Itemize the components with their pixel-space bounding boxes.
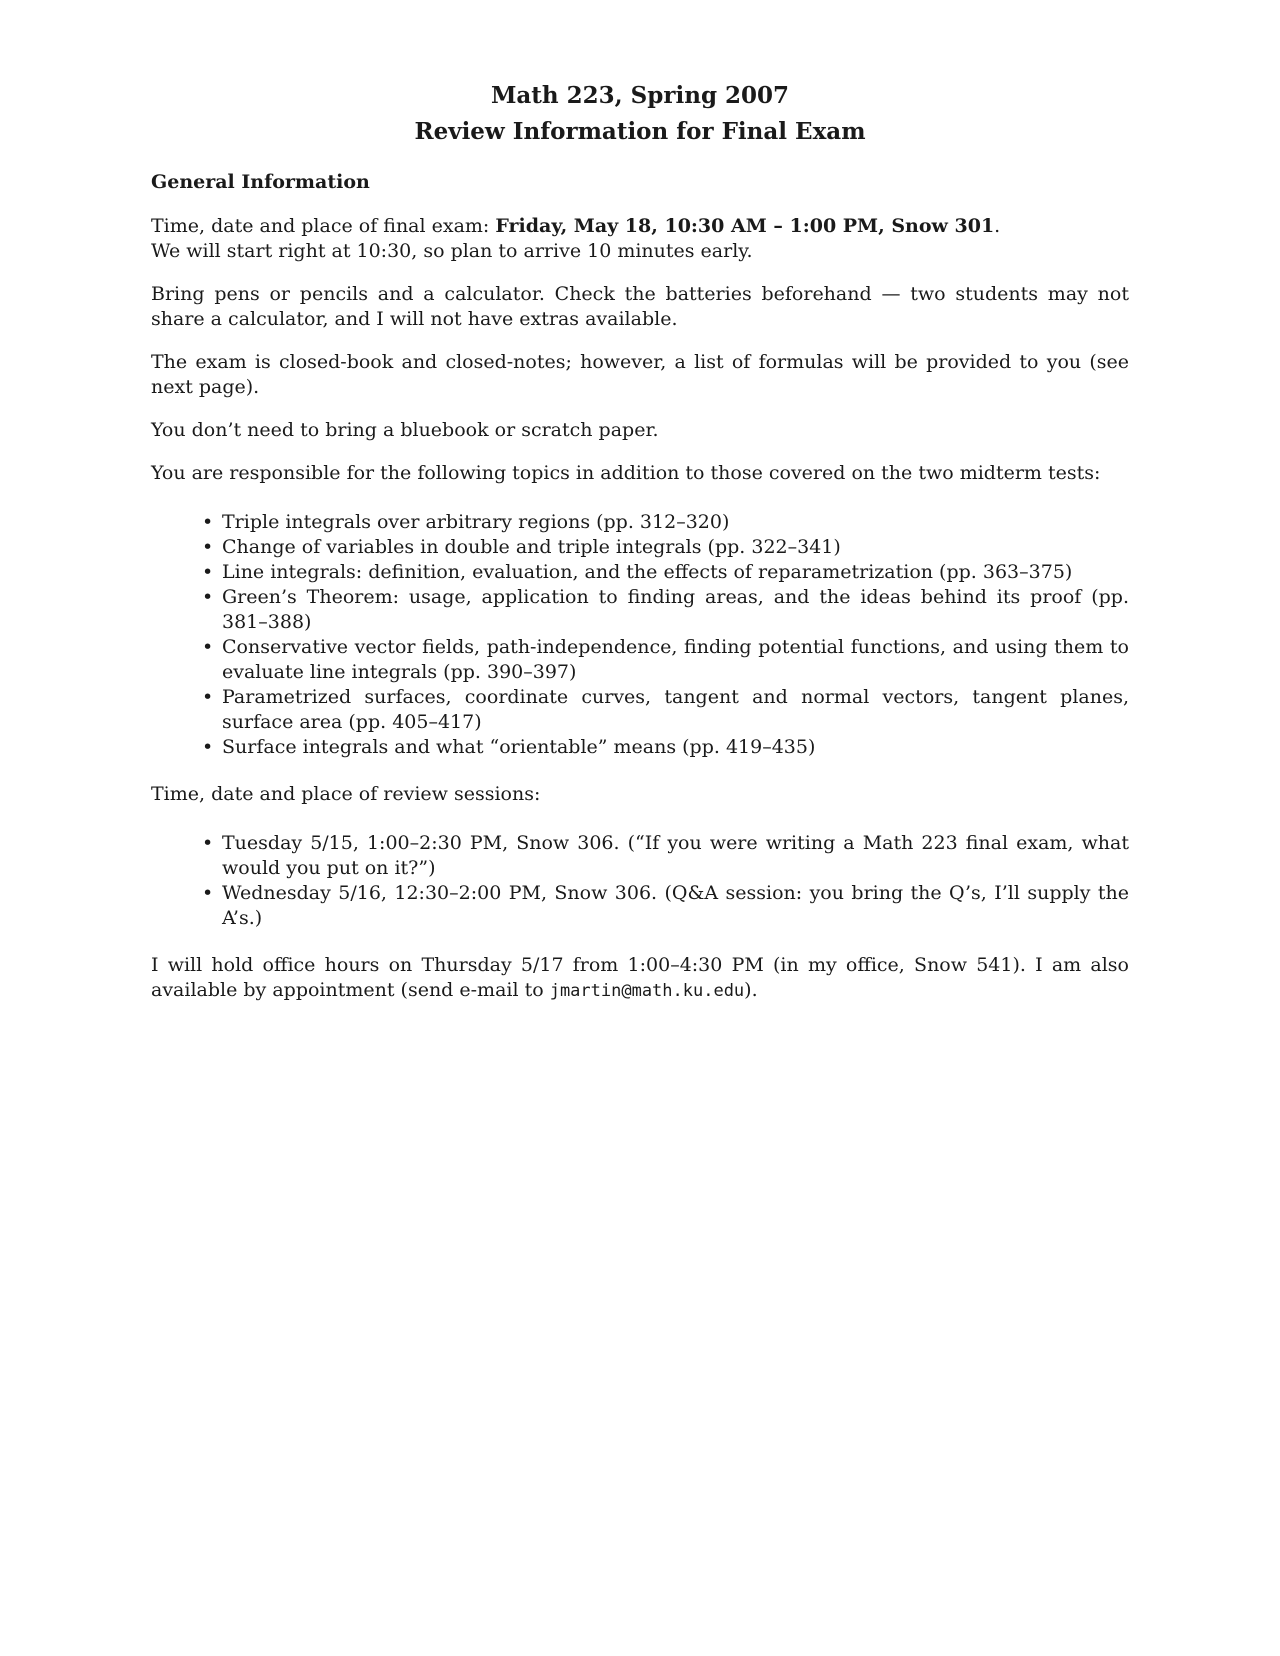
list-item: • Surface integrals and what “orientable” means (pp. 419–435) xyxy=(202,736,816,758)
topics-list xyxy=(151,510,1129,760)
list-item: • Wednesday 5/16, 12:30–2:00 PM, Snow 306. (Q&A session: you bring the Q’s, I’ll supply the A’s.) xyxy=(202,882,1129,929)
topics-intro: You are responsible for the following topics in addition to those covered on the two midterm tests: xyxy=(151,462,1101,484)
list-item: • Change of variables in double and triple integrals (pp. 322–341) xyxy=(202,536,841,558)
document-page xyxy=(151,78,1129,1004)
email-address: jmartin@math.ku.edu xyxy=(549,981,745,1001)
list-item: • Line integrals: definition, evaluation, and the effects of reparametrization (pp. 363–375) xyxy=(202,561,1073,583)
exam-time-prefix: Time, date and place of final exam: xyxy=(151,215,496,237)
office-hours-paragraph: I will hold office hours on Thursday 5/17 from 1:00–4:30 PM (in my office, Snow 541). I am also available by appointment (send e-mail to jmartin@math.ku.edu). xyxy=(151,954,1129,1001)
list-item: • Parametrized surfaces, coordinate curves, tangent and normal vectors, tangent planes, surface area (pp. 405–417) xyxy=(202,686,1129,733)
bullet-icon: • xyxy=(202,832,214,854)
bring-paragraph: Bring pens or pencils and a calculator. Check the batteries beforehand — two students may not share a calculator, and I will not have extras available. xyxy=(151,283,1129,330)
section-heading-general: General Information xyxy=(151,171,370,193)
bullet-icon: • xyxy=(202,511,214,533)
list-item: • Conservative vector fields, path-independence, finding potential functions, and using them to evaluate line integrals (pp. 390–397) xyxy=(202,636,1129,683)
list-item: • Tuesday 5/15, 1:00–2:30 PM, Snow 306. (“If you were writing a Math 223 final exam, what would you put on it?”) xyxy=(202,832,1129,879)
exam-time-suffix: . xyxy=(994,215,1001,237)
document-title: Review Information for Final Exam xyxy=(414,118,866,145)
list-item: • Green’s Theorem: usage, application to finding areas, and the ideas behind its proof (pp. 381–388) xyxy=(202,586,1129,633)
bullet-icon: • xyxy=(202,561,214,583)
exam-time-paragraph xyxy=(151,214,1129,239)
review-sessions-list xyxy=(151,831,1129,931)
bullet-icon: • xyxy=(202,586,214,608)
start-note: We will start right at 10:30, so plan to arrive 10 minutes early. xyxy=(151,240,753,262)
exam-time-details: Friday, May 18, 10:30 AM – 1:00 PM, Snow 301 xyxy=(495,215,995,237)
bullet-icon: • xyxy=(202,882,214,904)
review-intro: Time, date and place of review sessions: xyxy=(151,783,541,805)
bullet-icon: • xyxy=(202,536,214,558)
bluebook-paragraph: You don’t need to bring a bluebook or scratch paper. xyxy=(151,419,659,441)
bullet-icon: • xyxy=(202,686,214,708)
bullet-icon: • xyxy=(202,636,214,658)
list-item: • Triple integrals over arbitrary regions (pp. 312–320) xyxy=(202,511,730,533)
closed-book-paragraph: The exam is closed-book and closed-notes; however, a list of formulas will be provided to you (see next page). xyxy=(151,351,1129,398)
course-title: Math 223, Spring 2007 xyxy=(490,82,790,109)
bullet-icon: • xyxy=(202,736,214,758)
